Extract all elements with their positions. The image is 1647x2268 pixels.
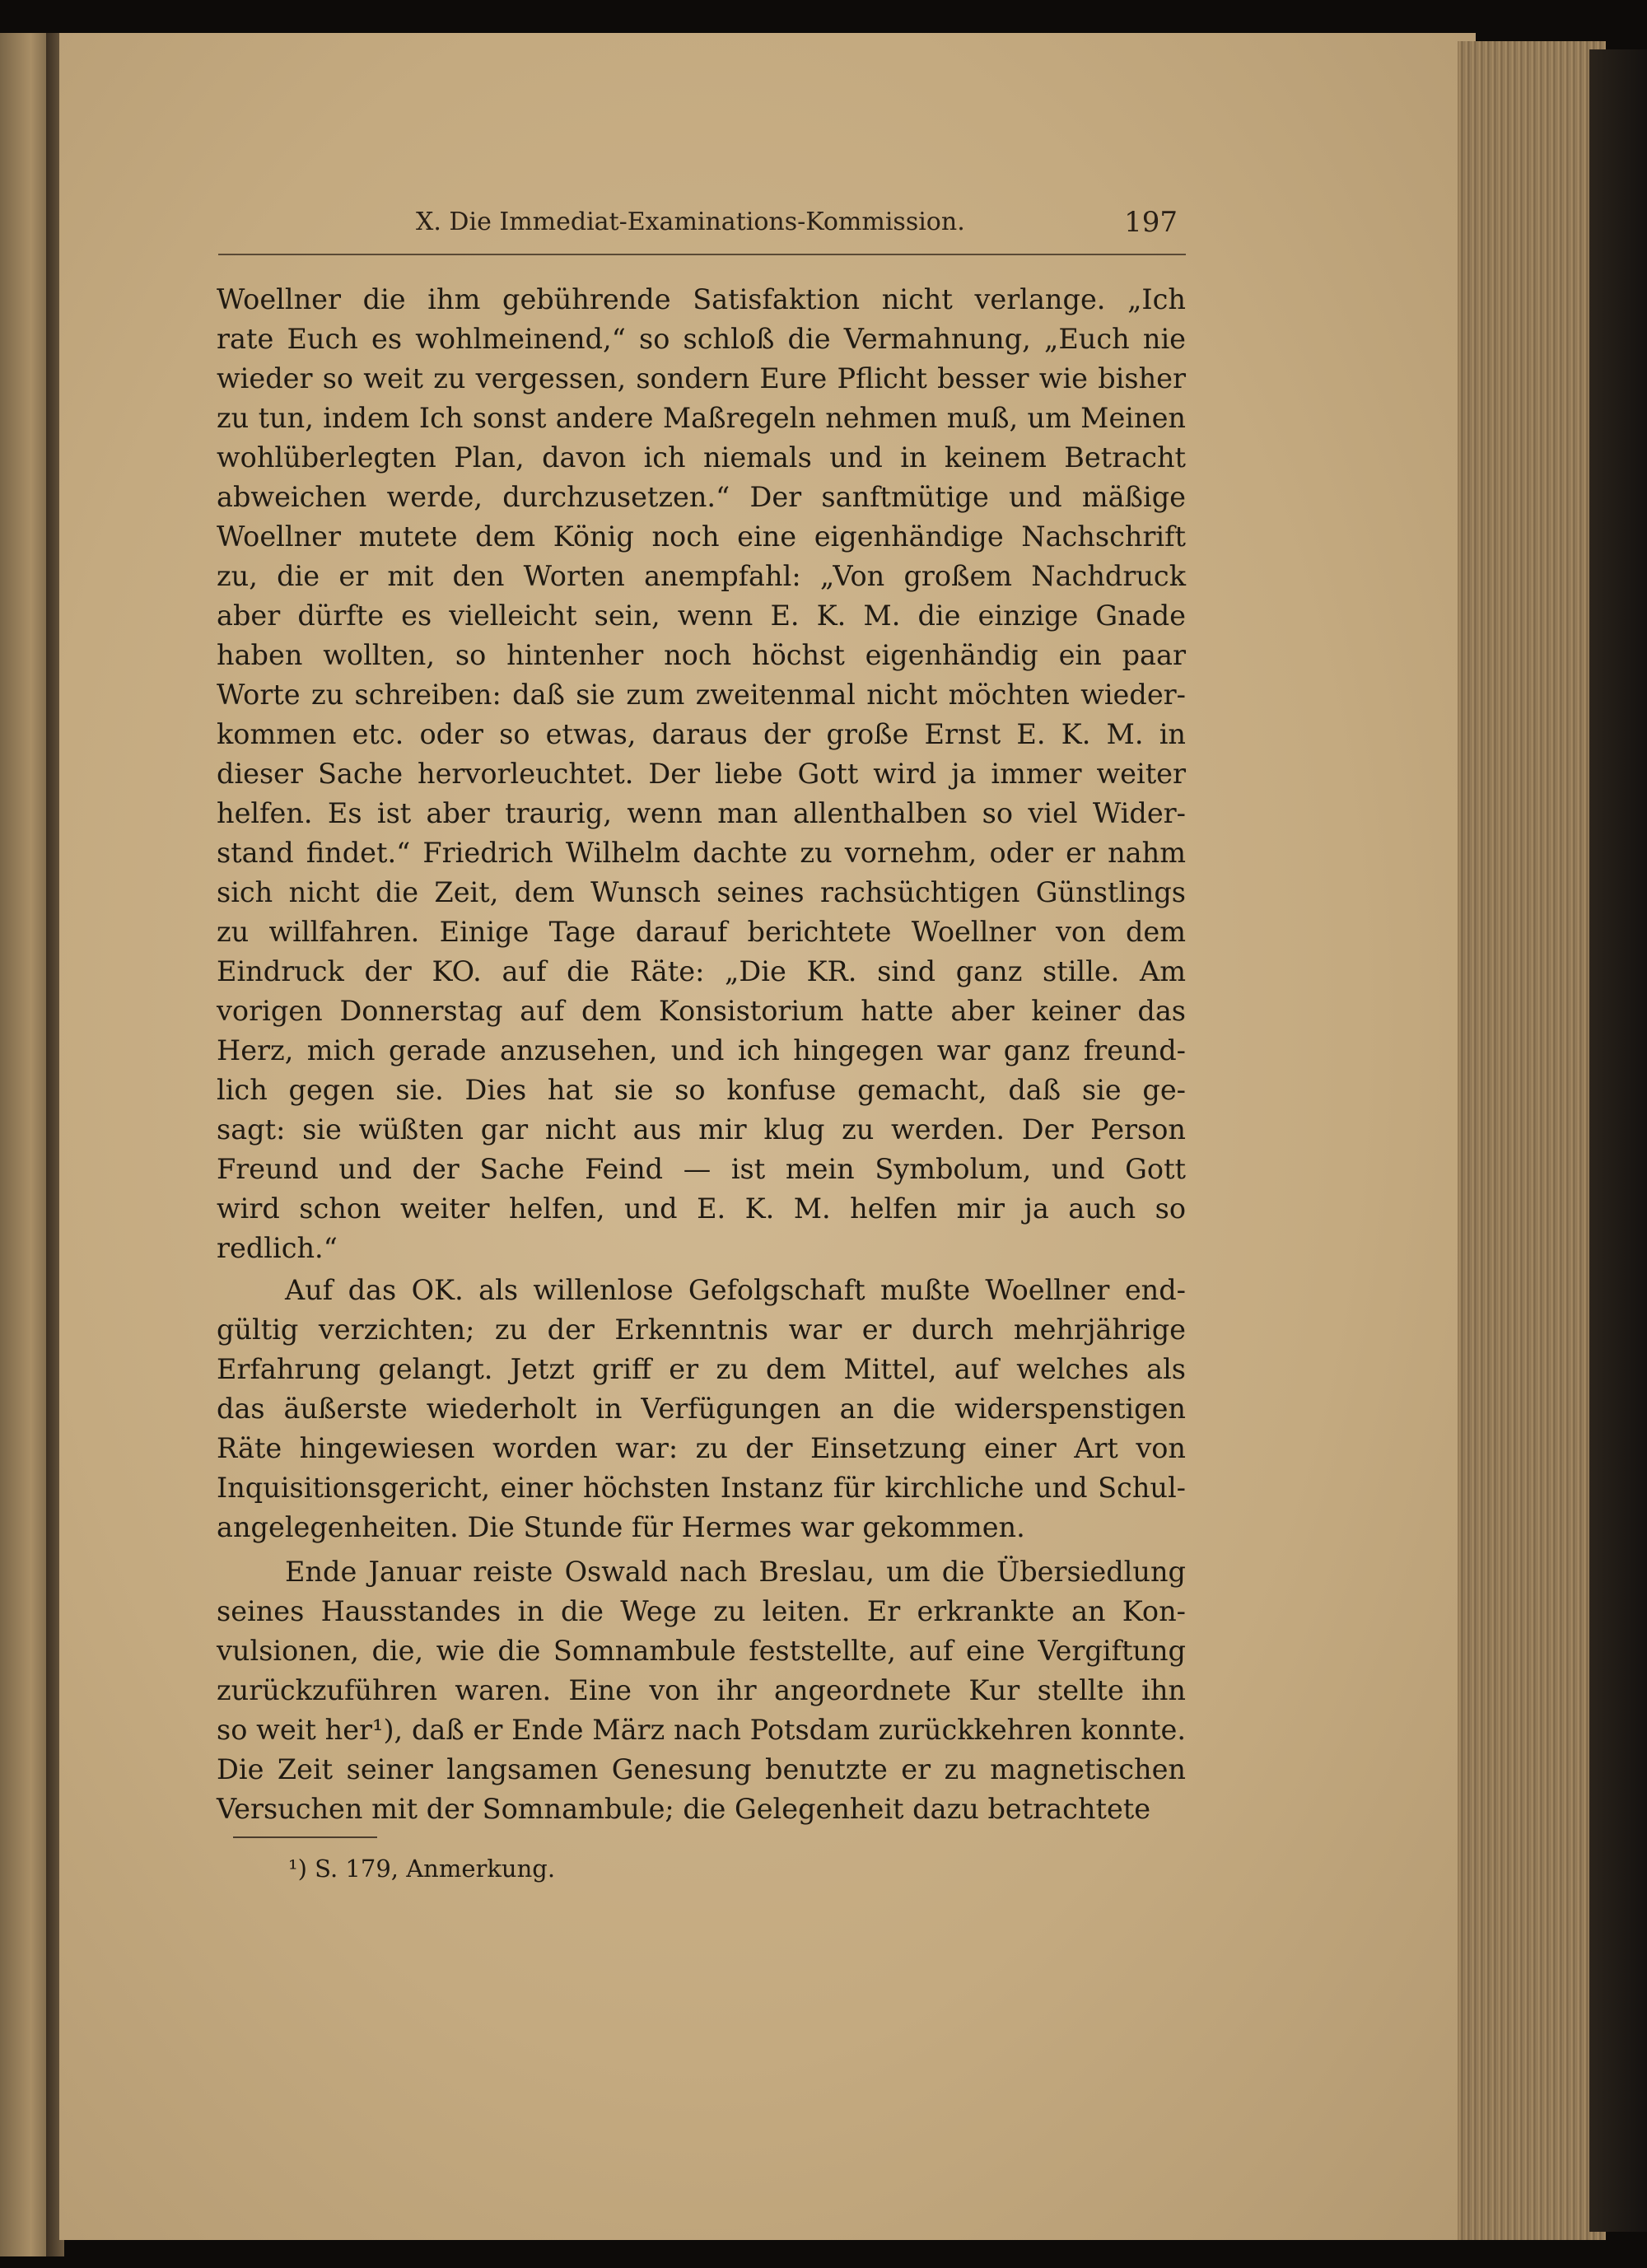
- text-line: vulsionen, die, wie die Somnambule feststellte, auf eine Vergiftung: [217, 1635, 1186, 1667]
- text-line: Eindruck der KO. auf die Räte: „Die KR. sind ganz stille. Am: [217, 955, 1186, 987]
- text-line: Erfahrung gelangt. Jetzt griff er zu dem Mittel, auf welches als: [217, 1353, 1186, 1385]
- book-cover-edge: [1589, 49, 1647, 2232]
- running-head: [214, 206, 1186, 247]
- text-line: Auf das OK. als willenlose Gefolgschaft mußte Woellner end-: [285, 1274, 1186, 1306]
- text-line: Räte hingewiesen worden war: zu der Einsetzung einer Art von: [217, 1432, 1186, 1464]
- footnote: ¹) S. 179, Anmerkung.: [288, 1855, 556, 1883]
- text-line: Herz, mich gerade anzusehen, und ich hingegen war ganz freund-: [217, 1034, 1186, 1066]
- text-line: zu willfahren. Einige Tage darauf berichtete Woellner von dem: [217, 916, 1186, 948]
- text-line: angelegenheiten. Die Stunde für Hermes war gekommen.: [217, 1511, 1025, 1543]
- text-line: rate Euch es wohlmeinend,“ so schloß die Vermahnung, „Euch nie: [217, 323, 1186, 355]
- text-line: Die Zeit seiner langsamen Genesung benutzte er zu magnetischen: [217, 1753, 1186, 1785]
- text-line: zu tun, indem Ich sonst andere Maßregeln nehmen muß, um Meinen: [217, 402, 1186, 434]
- text-line: dieser Sache hervorleuchtet. Der liebe Gott wird ja immer weiter: [217, 758, 1186, 790]
- text-line: sich nicht die Zeit, dem Wunsch seines rachsüchtigen Günstlings: [217, 876, 1186, 908]
- text-line: gültig verzichten; zu der Erkenntnis war er durch mehrjährige: [217, 1314, 1186, 1346]
- text-line: vorigen Donnerstag auf dem Konsistorium hatte aber keiner das: [217, 995, 1186, 1027]
- text-line: wieder so weit zu vergessen, sondern Eure Pflicht besser wie bisher: [217, 362, 1186, 394]
- chapter-title: X. Die Immediat-Examinations-Kommission.: [416, 208, 965, 236]
- text-line: sagt: sie wüßten gar nicht aus mir klug zu werden. Der Person: [217, 1113, 1186, 1146]
- text-line: zurückzuführen waren. Eine von ihr angeordnete Kur stellte ihn: [217, 1674, 1186, 1706]
- text-line: lich gegen sie. Dies hat sie so konfuse gemacht, daß sie ge-: [217, 1074, 1186, 1106]
- text-line: stand findet.“ Friedrich Wilhelm dachte zu vornehm, oder er nahm: [217, 837, 1186, 869]
- text-line: Worte zu schreiben: daß sie zum zweitenmal nicht möchten wieder-: [217, 679, 1186, 711]
- page-number: 197: [1124, 206, 1178, 239]
- footnote-rule: [233, 1836, 377, 1838]
- header-rule: [218, 254, 1186, 255]
- text-line: Versuchen mit der Somnambule; die Gelegenheit dazu betrachtete: [217, 1793, 1151, 1825]
- text-line: haben wollten, so hintenher noch höchst eigenhändig ein paar: [217, 639, 1186, 671]
- text-line: das äußerste wiederholt in Verfügungen an die widerspenstigen: [217, 1393, 1186, 1425]
- text-line: Ende Januar reiste Oswald nach Breslau, um die Übersiedlung: [285, 1556, 1186, 1588]
- text-line: Freund und der Sache Feind — ist mein Symbolum, und Gott: [217, 1153, 1186, 1185]
- text-line: abweichen werde, durchzusetzen.“ Der sanftmütige und mäßige: [217, 481, 1186, 513]
- text-line: Woellner die ihm gebührende Satisfaktion nicht verlange. „Ich: [217, 283, 1186, 315]
- text-line: Inquisitionsgericht, einer höchsten Instanz für kirchliche und Schul-: [217, 1472, 1186, 1504]
- text-line: helfen. Es ist aber traurig, wenn man allenthalben so viel Wider-: [217, 797, 1186, 829]
- text-line: kommen etc. oder so etwas, daraus der große Ernst E. K. M. in: [217, 718, 1186, 750]
- right-page-edges: [1458, 41, 1606, 2240]
- text-line: redlich.“: [217, 1232, 338, 1264]
- text-line: seines Hausstandes in die Wege zu leiten. Er erkrankte an Kon-: [217, 1595, 1186, 1627]
- text-line: Woellner mutete dem König noch eine eigenhändige Nachschrift: [217, 520, 1186, 553]
- text-line: zu, die er mit den Worten anempfahl: „Von großem Nachdruck: [217, 560, 1186, 592]
- text-line: wird schon weiter helfen, und E. K. M. helfen mir ja auch so: [217, 1192, 1186, 1225]
- text-line: so weit her¹), daß er Ende März nach Potsdam zurückkehren konnte.: [217, 1714, 1186, 1746]
- text-line: aber dürfte es vielleicht sein, wenn E. K. M. die einzige Gnade: [217, 600, 1186, 632]
- text-line: wohlüberlegten Plan, davon ich niemals und in keinem Betracht: [217, 441, 1186, 474]
